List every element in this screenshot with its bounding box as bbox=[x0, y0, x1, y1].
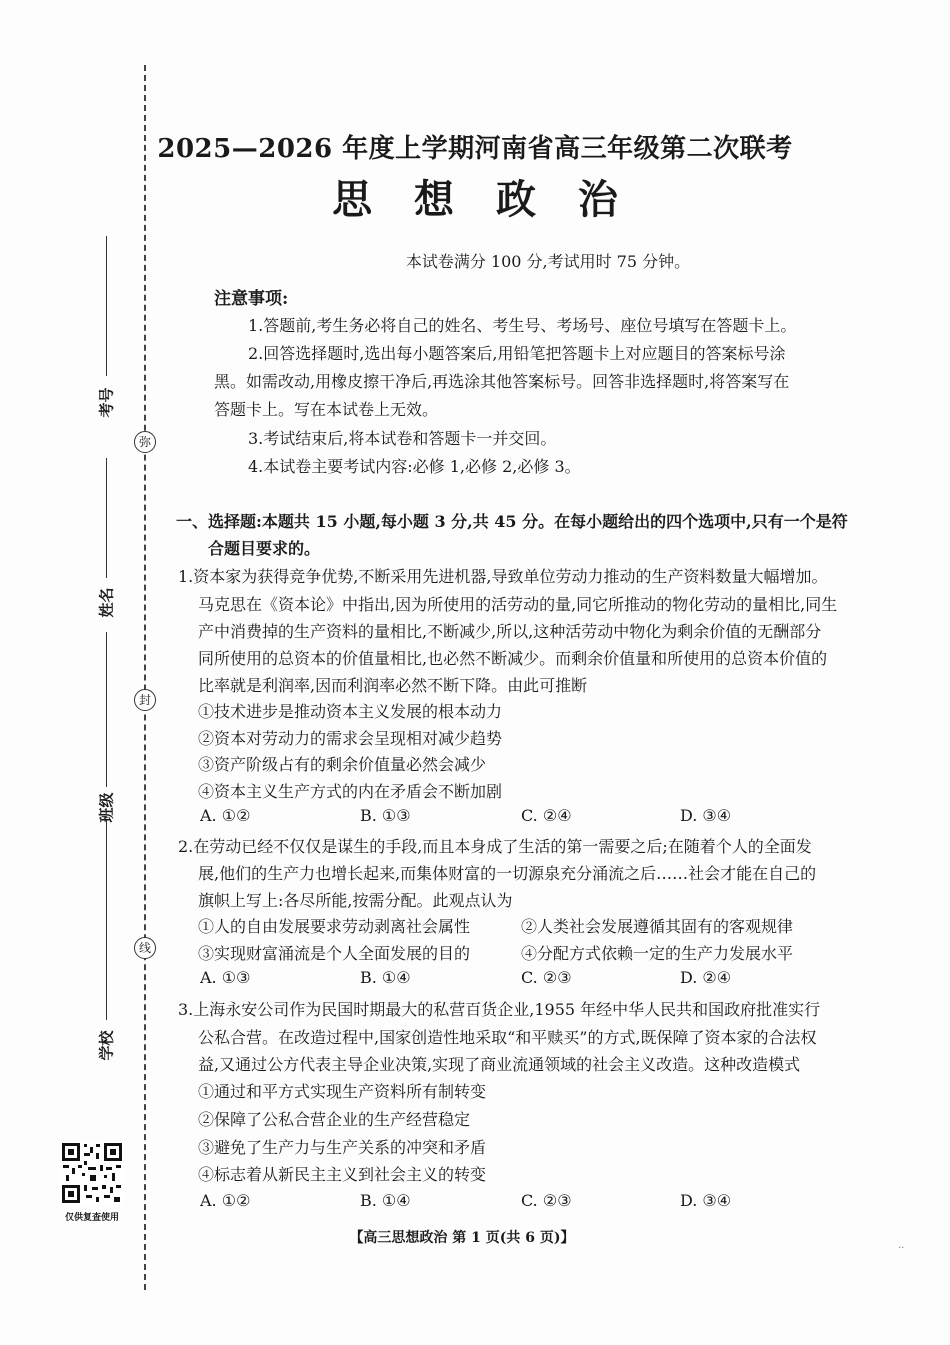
q2-stem-line: 2.在劳动已经不仅仅是谋生的手段,而且本身成了生活的第一需要之后;在随着个人的全面发 bbox=[178, 837, 812, 856]
q1-stem-line: 比率就是利润率,因而利润率必然不断下降。由此可推断 bbox=[198, 676, 588, 695]
page-footer: 【高三思想政治 第 1 页(共 6 页)】 bbox=[349, 1230, 575, 1246]
seal-mi: 弥 bbox=[134, 431, 156, 453]
section-heading: 一、选择题:本题共 15 小题,每小题 3 分,共 45 分。在每小题给出的四个选项中,只有一个是符 bbox=[176, 512, 848, 531]
name-label: 姓名 bbox=[97, 587, 116, 618]
q1-item: ②资本对劳动力的需求会呈现相对减少趋势 bbox=[198, 729, 503, 748]
q3-stem-line: 3.上海永安公司作为民国时期最大的私营百货企业,1955 年经中华人民共和国政府批准实行 bbox=[178, 1000, 821, 1019]
q1-stem-line: 1.资本家为获得竞争优势,不断采用先进机器,导致单位劳动力推动的生产资料数量大幅增加。 bbox=[178, 567, 828, 586]
exam-info: 本试卷满分 100 分,考试用时 75 分钟。 bbox=[405, 252, 691, 271]
q3-item: ④标志着从新民主主义到社会主义的转变 bbox=[198, 1165, 487, 1184]
q1-item: ③资产阶级占有的剩余价值量必然会减少 bbox=[198, 755, 487, 774]
q3-item: ③避免了生产力与生产关系的冲突和矛盾 bbox=[198, 1138, 487, 1157]
q1-item: ④资本主义生产方式的内在矛盾会不断加剧 bbox=[198, 782, 503, 801]
name-underline bbox=[106, 458, 107, 578]
seal-feng: 封 bbox=[134, 689, 156, 711]
q3-option-a: A. ①② bbox=[200, 1191, 251, 1210]
seal-xian: 线 bbox=[134, 937, 156, 959]
q1-stem-line: 马克思在《资本论》中指出,因为所使用的活劳动的量,同它所推动的物化劳动的量相比,同生 bbox=[198, 595, 838, 614]
q1-option-a: A. ①② bbox=[200, 806, 251, 825]
corner-mark: .. bbox=[898, 1240, 905, 1251]
notice-line: 2.回答选择题时,选出每小题答案后,用铅笔把答题卡上对应题目的答案标号涂 bbox=[248, 344, 786, 363]
class-label: 班级 bbox=[97, 792, 116, 823]
section-heading-cont: 合题目要求的。 bbox=[208, 539, 321, 558]
qr-code bbox=[60, 1141, 124, 1205]
q3-item: ②保障了公私合营企业的生产经营稳定 bbox=[198, 1110, 471, 1129]
q3-stem-line: 公私合营。在改造过程中,国家创造性地采取“和平赎买”的方式,既保障了资本家的合法权 bbox=[198, 1028, 817, 1047]
qr-caption: 仅供复查使用 bbox=[64, 1213, 119, 1223]
q1-stem-line: 产中消费掉的生产资料的量相比,不断减少,所以,这种活劳动中物化为剩余价值的无酬部分 bbox=[198, 622, 822, 641]
notice-title: 注意事项: bbox=[214, 289, 289, 309]
q2-option-a: A. ①③ bbox=[200, 968, 251, 987]
q1-item: ①技术进步是推动资本主义发展的根本动力 bbox=[198, 702, 503, 721]
q3-stem-line: 益,又通过公方代表主导企业决策,实现了商业流通领域的社会主义改造。这种改造模式 bbox=[198, 1055, 801, 1074]
q2-item: ④分配方式依赖一定的生产力发展水平 bbox=[521, 944, 794, 963]
exam-title: 2025—2026 年度上学期河南省高三年级第二次联考 bbox=[157, 134, 793, 164]
q1-option-b: B. ①③ bbox=[360, 806, 411, 825]
q3-option-d: D. ③④ bbox=[680, 1191, 732, 1210]
q2-option-b: B. ①④ bbox=[360, 968, 411, 987]
q3-option-c: C. ②③ bbox=[521, 1191, 572, 1210]
q2-option-c: C. ②③ bbox=[521, 968, 572, 987]
q2-item: ②人类社会发展遵循其固有的客观规律 bbox=[521, 917, 794, 936]
notice-line: 答题卡上。写在本试卷上无效。 bbox=[214, 400, 439, 419]
subject-title: 思 想 政 治 bbox=[332, 176, 632, 223]
q1-option-c: C. ②④ bbox=[521, 806, 572, 825]
q3-item: ①通过和平方式实现生产资料所有制转变 bbox=[198, 1082, 487, 1101]
q1-option-d: D. ③④ bbox=[680, 806, 732, 825]
notice-line: 3.考试结束后,将本试卷和答题卡一并交回。 bbox=[248, 429, 557, 448]
q2-item: ③实现财富涌流是个人全面发展的目的 bbox=[198, 944, 471, 963]
q2-stem-line: 旗帜上写上:各尽所能,按需分配。此观点认为 bbox=[198, 891, 513, 910]
notice-line: 黑。如需改动,用橡皮擦干净后,再选涂其他答案标号。回答非选择题时,将答案写在 bbox=[214, 372, 790, 391]
q2-option-d: D. ②④ bbox=[680, 968, 732, 987]
notice-line: 4.本试卷主要考试内容:必修 1,必修 2,必修 3。 bbox=[248, 457, 581, 476]
exam-number-label: 考号 bbox=[97, 387, 116, 418]
school-underline bbox=[106, 820, 107, 1020]
q3-option-b: B. ①④ bbox=[360, 1191, 411, 1210]
q2-item: ①人的自由发展要求劳动剥离社会属性 bbox=[198, 917, 471, 936]
notice-line: 1.答题前,考生务必将自己的姓名、考生号、考场号、座位号填写在答题卡上。 bbox=[248, 316, 797, 335]
q2-stem-line: 展,他们的生产力也增长起来,而集体财富的一切源泉充分涌流之后……社会才能在自己的 bbox=[198, 864, 817, 883]
school-label: 学校 bbox=[97, 1030, 116, 1061]
class-underline bbox=[106, 632, 107, 787]
q1-stem-line: 同所使用的总资本的价值量相比,也必然不断减少。而剩余价值量和所使用的总资本价值的 bbox=[198, 649, 828, 668]
